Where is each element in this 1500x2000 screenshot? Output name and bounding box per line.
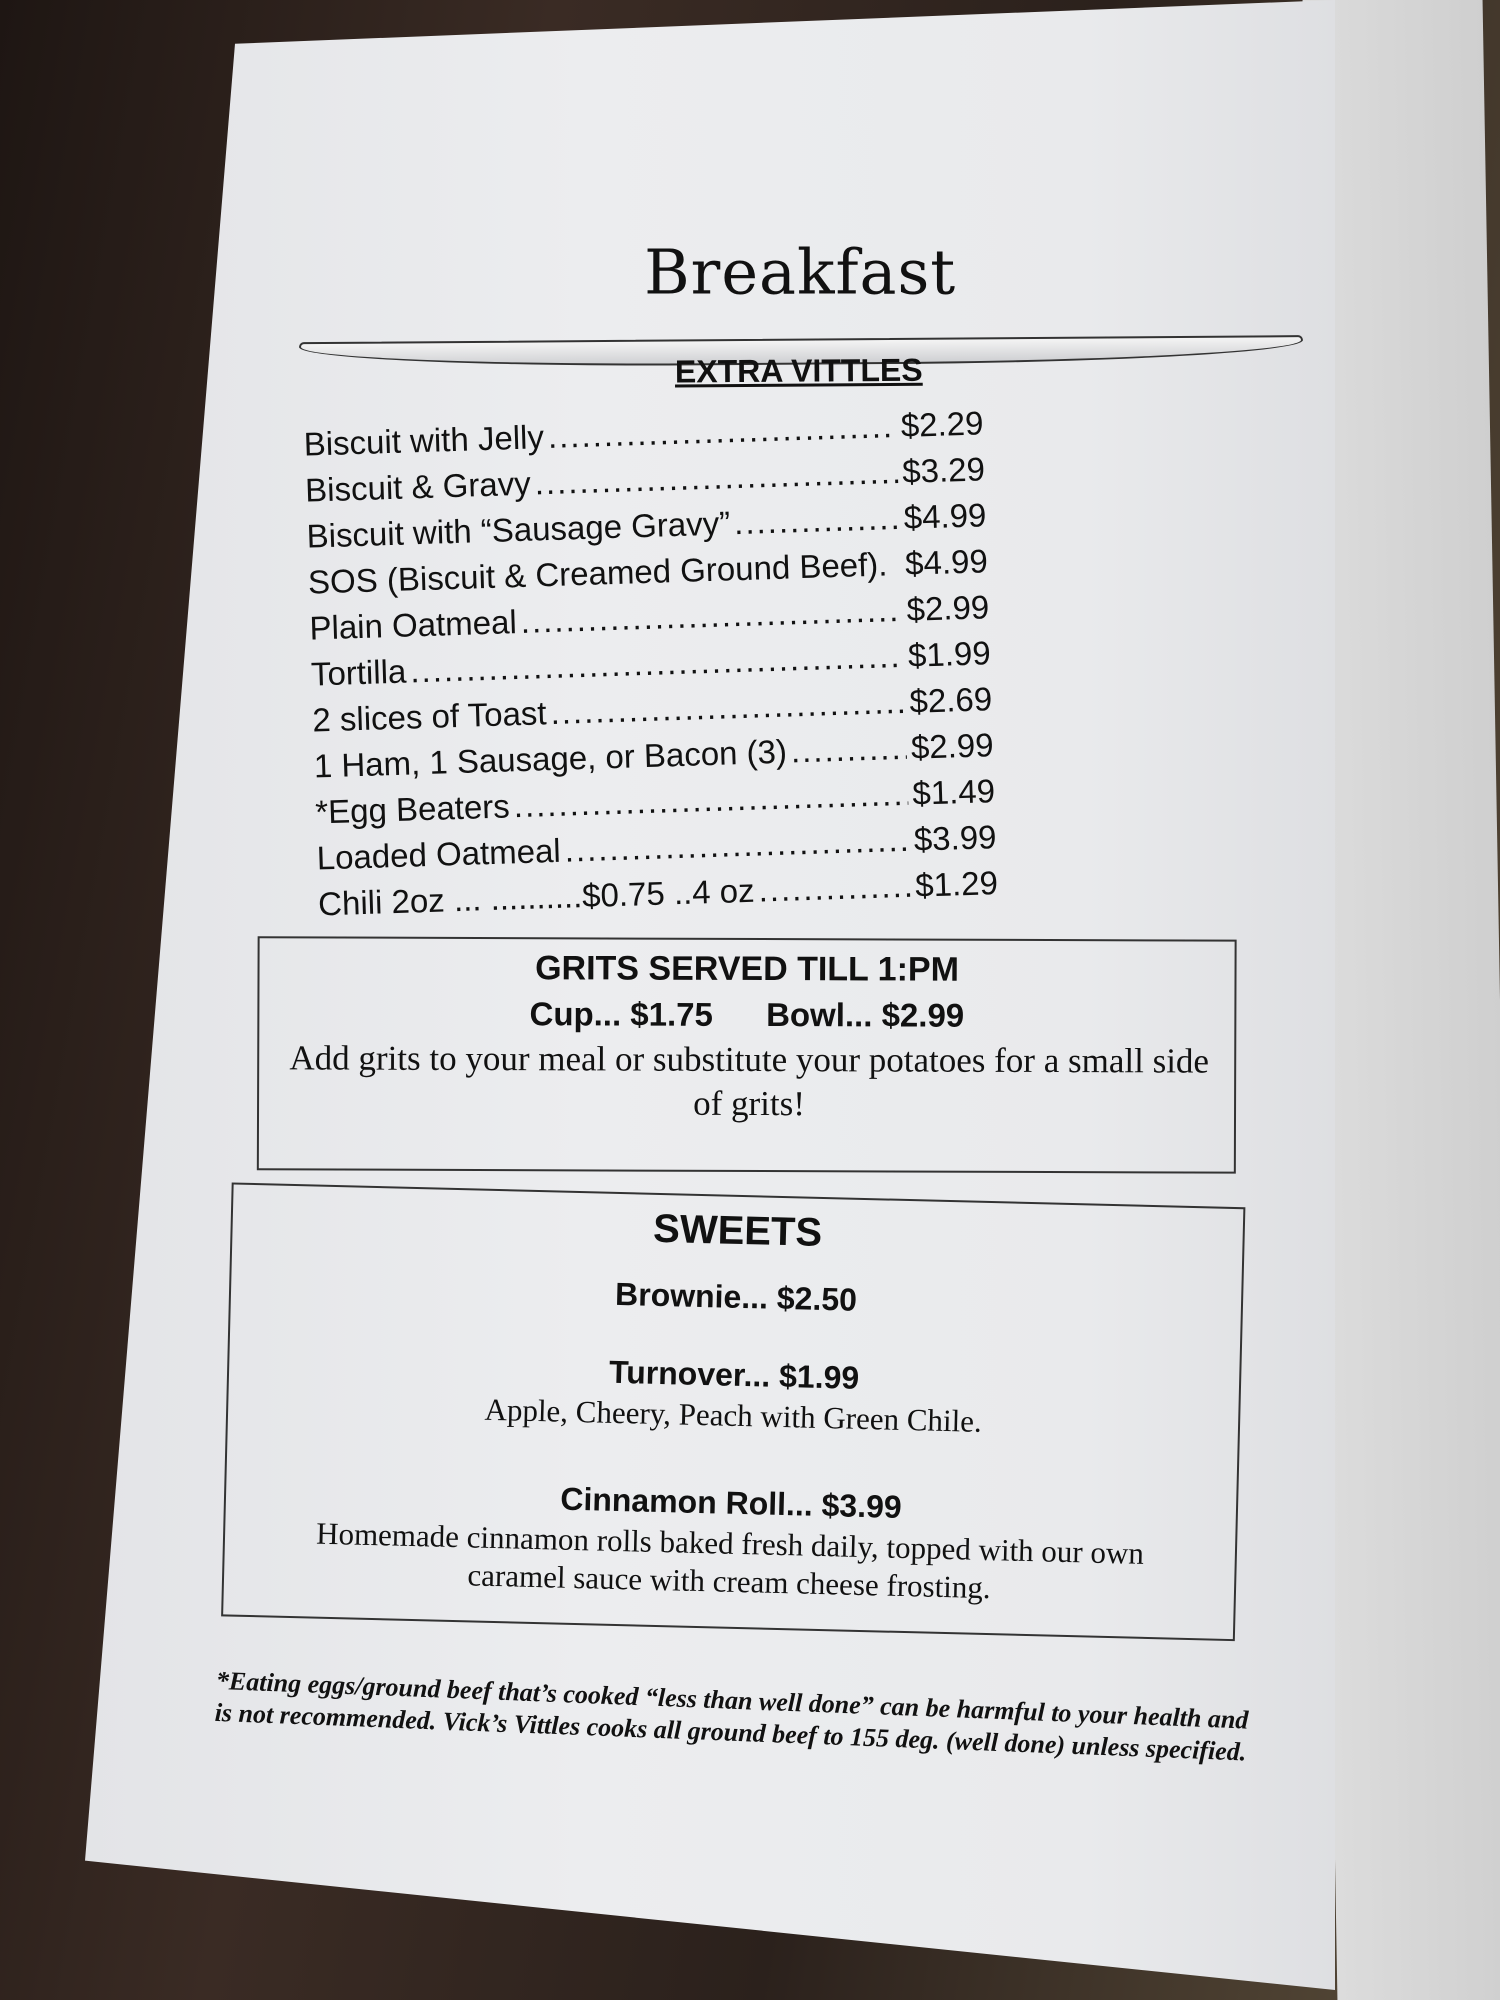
section-label: EXTRA VITTLES xyxy=(674,351,923,390)
item-price: $1.49 xyxy=(911,772,996,812)
sweets-box xyxy=(221,1182,1245,1641)
sweets-title: SWEETS xyxy=(652,1206,823,1255)
grits-title: GRITS SERVED TILL 1:PM xyxy=(535,949,960,989)
item-name: Plain Oatmeal xyxy=(308,603,518,647)
health-footnote: *Eating eggs/ground beef that’s cooked “less than well done” can be harmful to your health and is not recommended. Vick’s Vittles cooks all ground beef to 155 deg. (well done) unless specified. xyxy=(214,1665,1249,1767)
item-name: SOS (Biscuit & Creamed Ground Beef). xyxy=(307,545,888,601)
cinnamon-roll-desc: Homemade cinnamon rolls baked fresh daily, topped with our own caramel sauce with cream cheese frosting. xyxy=(315,1515,1145,1606)
item-price: $2.69 xyxy=(908,680,993,720)
item-name: Biscuit & Gravy xyxy=(304,464,532,509)
item-price: $2.99 xyxy=(910,726,995,766)
item-price: $2.99 xyxy=(906,588,990,628)
grits-prices xyxy=(259,994,1234,1035)
cinnamon-roll-item: Cinnamon Roll... $3.99 xyxy=(559,1480,903,1525)
item-price: $1.99 xyxy=(907,634,992,674)
grits-note: Add grits to your meal or substitute your potatoes for a small side of grits! xyxy=(289,1038,1210,1124)
grits-bowl-price: Bowl... $2.99 xyxy=(766,996,965,1034)
item-price: $3.29 xyxy=(901,450,986,490)
turnover-item: Turnover... $1.99 xyxy=(608,1353,860,1396)
page-title: Breakfast xyxy=(644,235,957,309)
item-name: Chili 2oz ... ..........$0.75 ..4 oz xyxy=(317,871,756,923)
grits-box xyxy=(257,936,1237,1173)
brownie-item: Brownie... $2.50 xyxy=(614,1275,858,1318)
item-price: $3.99 xyxy=(913,818,997,858)
item-name: Biscuit with Jelly xyxy=(303,418,545,463)
item-name: Biscuit with “Sausage Gravy” xyxy=(306,504,731,555)
grits-cup-price: Cup... $1.75 xyxy=(529,995,714,1033)
item-name: 2 slices of Toast xyxy=(311,694,548,739)
item-price: $1.29 xyxy=(914,864,999,904)
item-price: $4.99 xyxy=(904,542,989,582)
item-name: Loaded Oatmeal xyxy=(316,831,562,877)
extra-vittles-list xyxy=(303,400,999,927)
turnover-desc: Apple, Cheery, Peach with Green Chile. xyxy=(484,1391,983,1439)
dot-leader xyxy=(758,863,912,914)
dot-leader xyxy=(790,725,908,775)
item-name: Tortilla xyxy=(310,652,407,693)
dot-leader xyxy=(733,495,900,546)
item-price: $4.99 xyxy=(903,496,987,536)
item-name: 1 Ham, 1 Sausage, or Bacon (3) xyxy=(313,732,788,785)
item-name: *Egg Beaters xyxy=(314,787,511,831)
item-price: $2.29 xyxy=(900,404,984,444)
